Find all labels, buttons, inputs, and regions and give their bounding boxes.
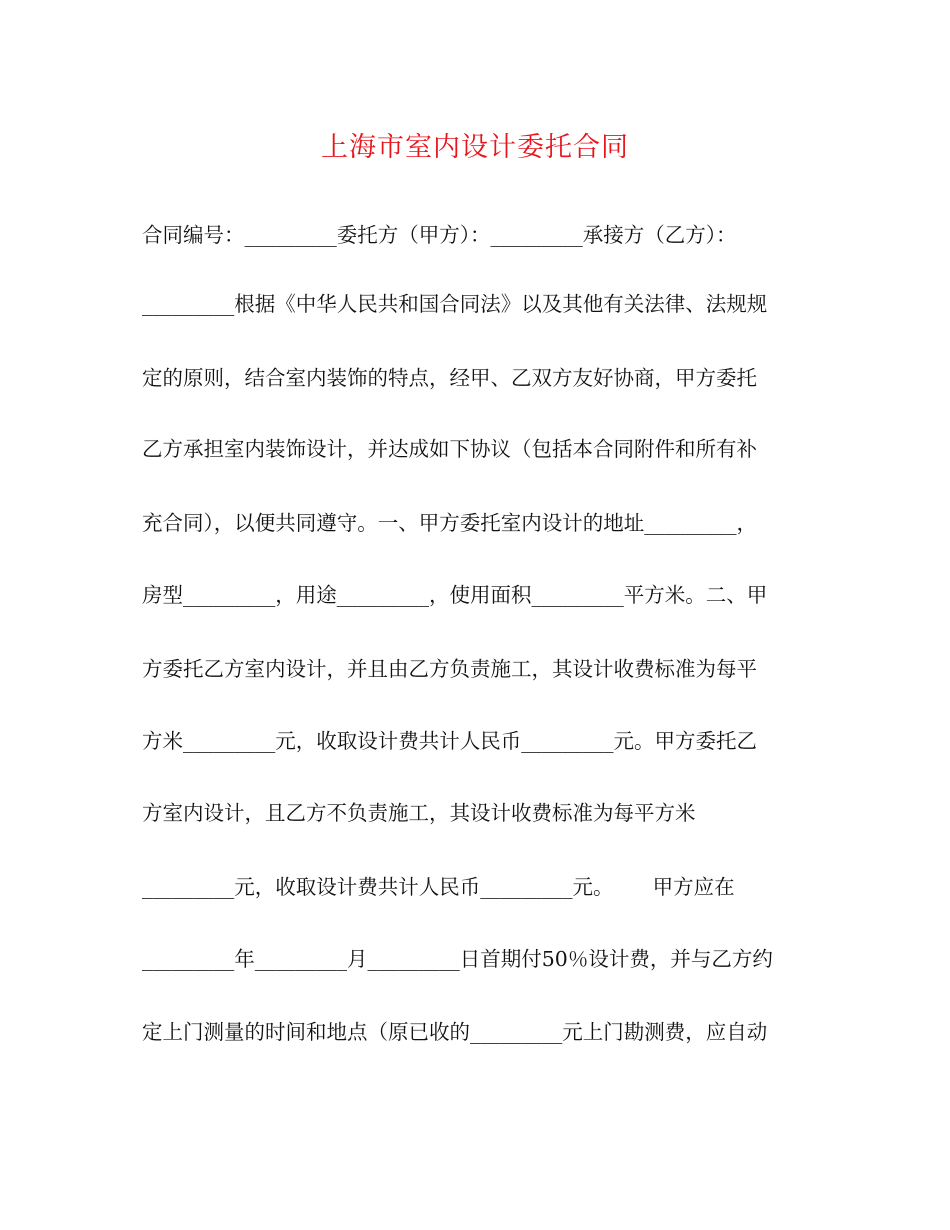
body-line-11: _________年_________月_________日首期付50％设计费，并与乙方约 [142, 947, 773, 971]
body-line-3: 定的原则，结合室内装饰的特点，经甲、乙双方友好协商，甲方委托 [142, 366, 757, 390]
body-line-8: 方米_________元，收取设计费共计人民币_________元。甲方委托乙 [142, 729, 757, 753]
body-line-9: 方室内设计，且乙方不负责施工，其设计收费标准为每平方米 [142, 801, 696, 825]
document-title: 上海市室内设计委托合同 [321, 132, 629, 163]
body-line-12: 定上门测量的时间和地点（原已收的_________元上门勘测费，应自动 [142, 1020, 768, 1044]
body-line-5: 充合同），以便共同遵守。一、甲方委托室内设计的地址_________， [142, 511, 757, 535]
body-line-7: 方委托乙方室内设计，并且由乙方负责施工，其设计收费标准为每平 [142, 657, 757, 681]
body-line-1: 合同编号：_________委托方（甲方）：_________承接方（乙方）： [142, 223, 737, 247]
body-line-10: _________元，收取设计费共计人民币_________元。 甲方应在 [142, 875, 735, 899]
body-line-4: 乙方承担室内装饰设计，并达成如下协议（包括本合同附件和所有补 [142, 437, 757, 461]
body-line-2: _________根据《中华人民共和国合同法》以及其他有关法律、法规规 [142, 292, 768, 316]
body-line-6: 房型_________，用途_________，使用面积_________平方米。二、甲 [142, 583, 768, 607]
